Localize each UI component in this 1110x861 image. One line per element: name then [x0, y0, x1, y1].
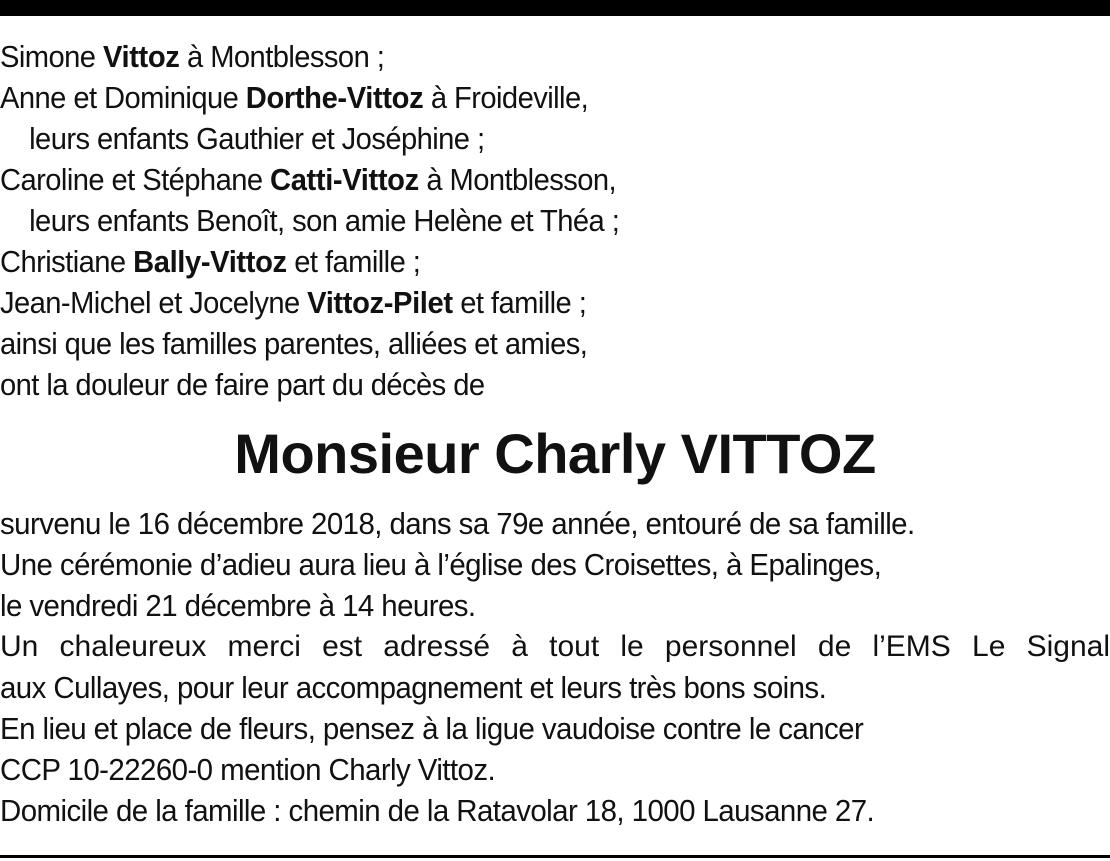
detail-line: le vendredi 21 décembre à 14 heures. [0, 588, 476, 623]
detail-line: Domicile de la famille : chemin de la Ratavolar 18, 1000 Lausanne 27. [0, 793, 875, 828]
obituary-notice [0, 36, 1110, 831]
family-line: ainsi que les familles parentes, alliées et amies, [0, 326, 588, 361]
family-line: Simone Vittoz à Montblesson ; [0, 39, 385, 74]
family-line: leurs enfants Benoît, son amie Helène et Théa ; [29, 203, 620, 238]
detail-line: survenu le 16 décembre 2018, dans sa 79e année, entouré de sa famille. [0, 506, 915, 541]
bottom-rule [0, 855, 1110, 858]
deceased-name: Monsieur Charly VITTOZ [234, 422, 876, 485]
detail-line: Une cérémonie d’adieu aura lieu à l’église des Croisettes, à Epalinges, [0, 547, 882, 582]
family-line: Caroline et Stéphane Catti-Vittoz à Montblesson, [0, 162, 617, 197]
top-rule [0, 0, 1110, 16]
detail-line: aux Cullayes, pour leur accompagnement et leurs très bons soins. [0, 670, 827, 705]
details-block [0, 503, 1110, 831]
detail-line: En lieu et place de fleurs, pensez à la ligue vaudoise contre le cancer [0, 711, 864, 746]
family-surname: Vittoz [102, 39, 180, 74]
family-line: Jean-Michel et Jocelyne Vittoz-Pilet et famille ; [0, 285, 587, 320]
family-line: Anne et Dominique Dorthe-Vittoz à Froideville, [0, 80, 589, 115]
family-line: Christiane Bally-Vittoz et famille ; [0, 244, 421, 279]
family-surname: Bally-Vittoz [133, 244, 287, 279]
family-surname: Catti-Vittoz [270, 162, 419, 197]
detail-line: Un chaleureux merci est adressé à tout le personnel de l’EMS Le Signal [0, 630, 1110, 663]
family-line: ont la douleur de faire part du décès de [0, 367, 485, 402]
family-surname: Dorthe-Vittoz [245, 80, 424, 115]
family-line: leurs enfants Gauthier et Joséphine ; [29, 121, 485, 156]
family-surname: Vittoz-Pilet [307, 285, 453, 320]
detail-line: CCP 10-22260-0 mention Charly Vittoz. [0, 752, 496, 787]
